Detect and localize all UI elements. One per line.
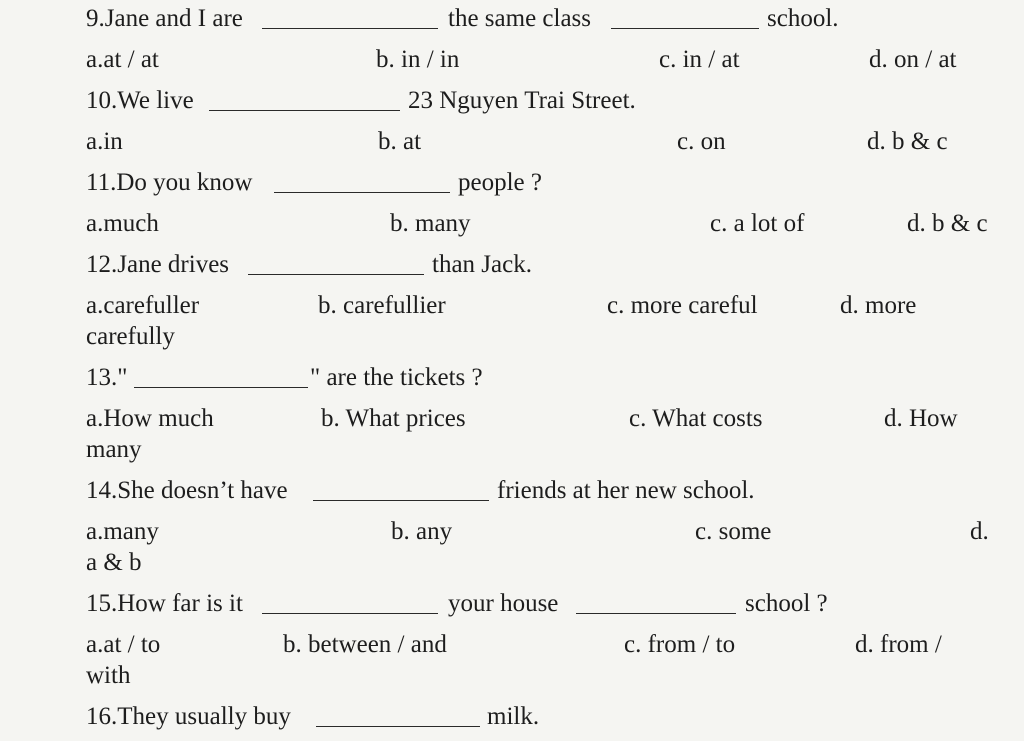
stem-text: school. [767, 5, 839, 32]
option-a[interactable]: a.at / at [86, 46, 159, 73]
stem-text: 9.Jane and I are [86, 5, 243, 32]
option-d[interactable]: d. b & c [867, 128, 948, 155]
option-b[interactable]: b. at [378, 128, 422, 155]
answer-blank[interactable] [274, 192, 450, 193]
answer-blank[interactable] [316, 726, 480, 727]
stem-text: 13." [86, 364, 128, 391]
option-d-continuation: a & b [86, 549, 142, 576]
question-14-options-wrap [0, 546, 1024, 580]
option-d-continuation: many [86, 436, 142, 463]
option-b[interactable]: b. many [390, 210, 471, 237]
answer-blank[interactable] [576, 613, 736, 614]
question-11-stem [0, 166, 1024, 200]
option-c[interactable]: c. in / at [659, 46, 740, 73]
stem-text: 23 Nguyen Trai Street. [408, 87, 636, 114]
stem-text: 10.We live [86, 87, 194, 114]
question-12-options [0, 289, 1024, 323]
option-b[interactable]: b. carefullier [318, 292, 446, 319]
option-a[interactable]: a.many [86, 518, 159, 545]
question-15-stem [0, 587, 1024, 621]
stem-text: your house [448, 590, 559, 617]
option-a[interactable]: a.in [86, 128, 123, 155]
stem-text: " are the tickets ? [310, 364, 483, 391]
stem-text: 16.They usually buy [86, 703, 291, 730]
stem-text: than Jack. [432, 251, 532, 278]
question-12-options-wrap [0, 320, 1024, 354]
question-15-options-wrap [0, 659, 1024, 693]
option-c[interactable]: c. some [695, 518, 772, 545]
stem-text: school ? [745, 590, 828, 617]
option-d[interactable]: d. [970, 518, 989, 545]
option-a[interactable]: a.at / to [86, 631, 161, 658]
question-13-options [0, 402, 1024, 436]
option-d[interactable]: d. b & c [907, 210, 988, 237]
stem-text: the same class [448, 5, 592, 32]
option-a[interactable]: a.much [86, 210, 159, 237]
option-b[interactable]: b. in / in [376, 46, 460, 73]
option-a[interactable]: a.How much [86, 405, 214, 432]
option-d[interactable]: d. more [840, 292, 917, 319]
option-d-continuation: with [86, 662, 131, 689]
option-d-continuation: carefully [86, 323, 175, 350]
stem-text: milk. [487, 703, 540, 730]
answer-blank[interactable] [262, 613, 438, 614]
answer-blank[interactable] [611, 28, 759, 29]
option-c[interactable]: c. What costs [629, 405, 763, 432]
option-d[interactable]: d. How [884, 405, 958, 432]
stem-text: 12.Jane drives [86, 251, 230, 278]
option-d[interactable]: d. from / [855, 631, 942, 658]
question-15-options [0, 628, 1024, 662]
question-12-stem [0, 248, 1024, 282]
stem-text: 15.How far is it [86, 590, 243, 617]
stem-text: 14.She doesn’t have [86, 477, 288, 504]
question-11-options [0, 207, 1024, 241]
option-c[interactable]: c. a lot of [710, 210, 805, 237]
answer-blank[interactable] [209, 110, 400, 111]
stem-text: people ? [458, 169, 542, 196]
stem-text: friends at her new school. [497, 477, 755, 504]
question-10-options [0, 125, 1024, 159]
option-b[interactable]: b. between / and [283, 631, 447, 658]
stem-text: 11.Do you know [86, 169, 253, 196]
question-13-stem [0, 361, 1024, 395]
answer-blank[interactable] [248, 274, 424, 275]
question-10-stem [0, 84, 1024, 118]
question-14-options [0, 515, 1024, 549]
option-c[interactable]: c. more careful [607, 292, 758, 319]
answer-blank[interactable] [134, 387, 308, 388]
question-13-options-wrap [0, 433, 1024, 467]
option-c[interactable]: c. on [677, 128, 726, 155]
answer-blank[interactable] [262, 28, 438, 29]
question-9-stem [0, 2, 1024, 36]
option-b[interactable]: b. What prices [321, 405, 466, 432]
option-b[interactable]: b. any [391, 518, 453, 545]
question-16-stem [0, 700, 1024, 734]
question-14-stem [0, 474, 1024, 508]
option-d[interactable]: d. on / at [869, 46, 957, 73]
answer-blank[interactable] [313, 500, 489, 501]
option-c[interactable]: c. from / to [624, 631, 736, 658]
question-9-options [0, 43, 1024, 77]
option-a[interactable]: a.carefuller [86, 292, 200, 319]
